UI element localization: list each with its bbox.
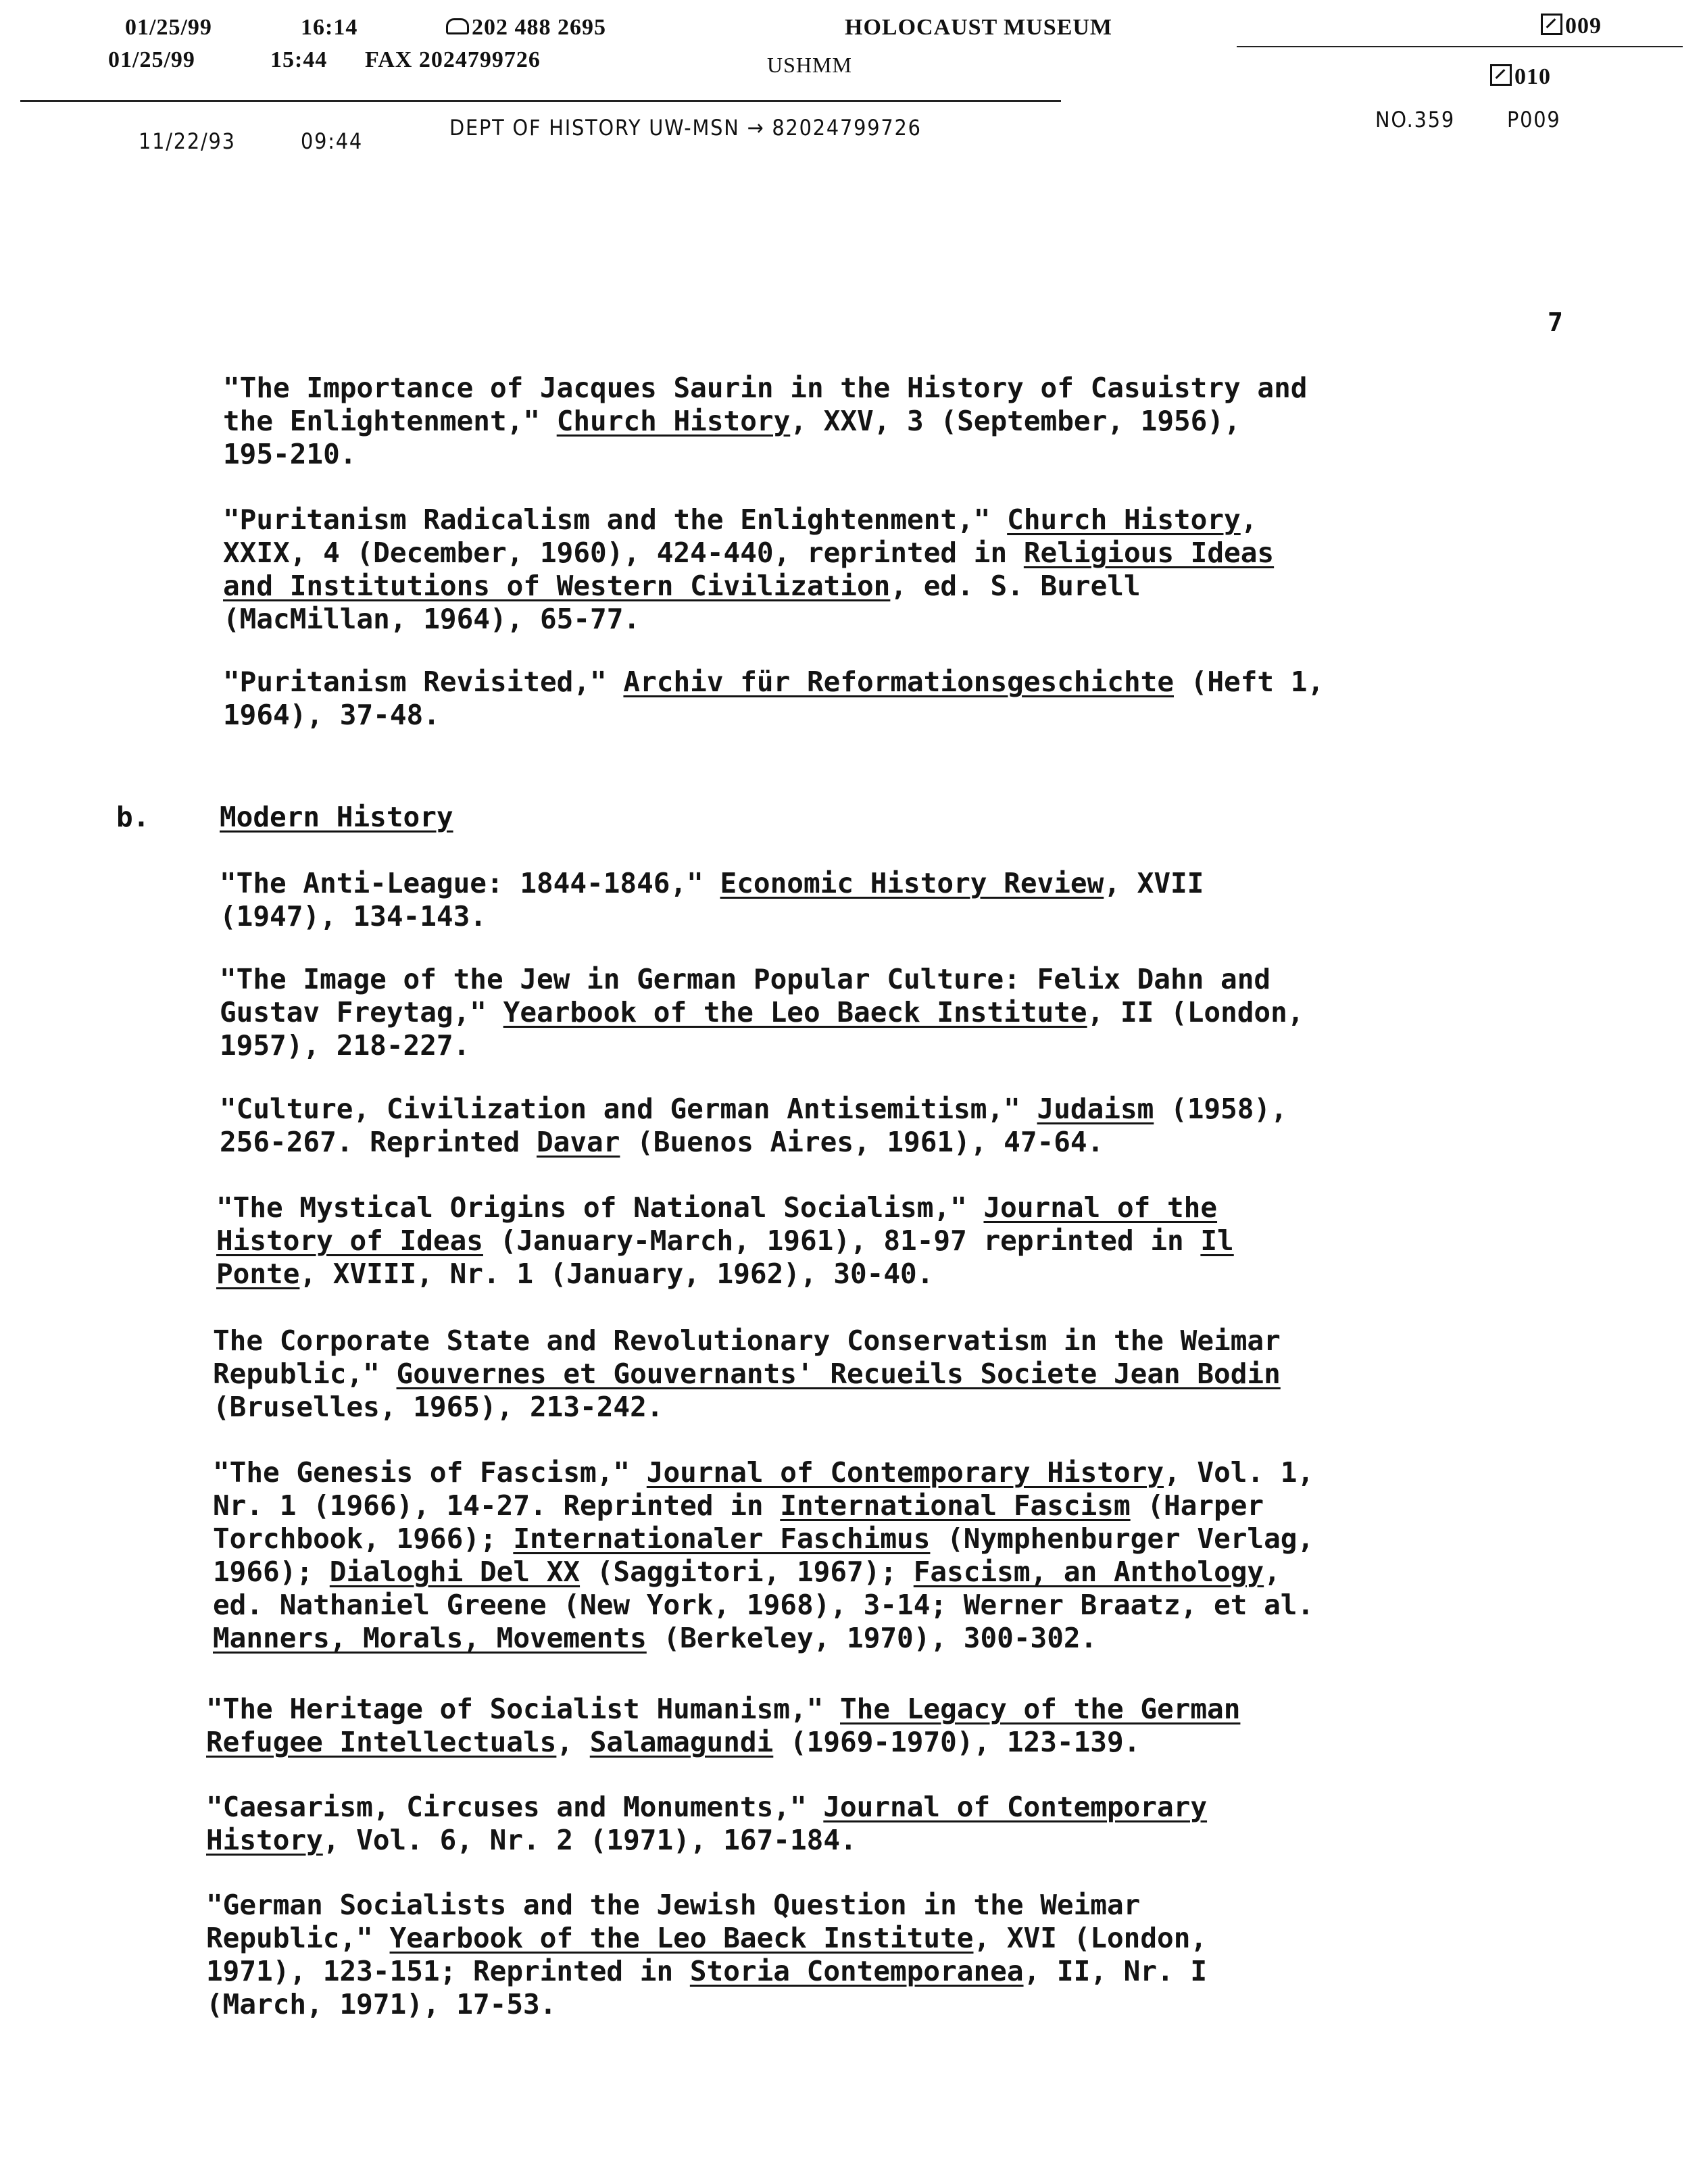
- entry-line: [213, 1456, 1673, 1489]
- publication-title: International Fascism: [780, 1489, 1131, 1522]
- publication-title: Archiv für Reformationsgeschichte: [623, 666, 1174, 698]
- entry-text: , Vol. 1,: [1164, 1456, 1314, 1489]
- publication-title: Salamagundi: [589, 1726, 774, 1758]
- entry-text: (Bruselles, 1965), 213-242.: [213, 1391, 664, 1423]
- publication-title: Storia Contemporanea: [689, 1955, 1024, 1987]
- entry-line: [213, 1589, 1673, 1622]
- entry-text: (MacMillan, 1964), 65-77.: [223, 603, 641, 635]
- publication-title: Journal of Contemporary: [823, 1791, 1208, 1823]
- fax-org-1: HOLOCAUST MUSEUM: [845, 15, 1113, 40]
- bibliography-entry: [220, 963, 1679, 1062]
- publication-title: History of Ideas: [216, 1224, 483, 1257]
- entry-line: [223, 666, 1683, 699]
- entry-line: [223, 570, 1683, 603]
- section-title: Modern History: [220, 801, 453, 833]
- entry-line: [223, 537, 1683, 570]
- fax-page-1: [1541, 14, 1602, 39]
- publication-title: Yearbook of the Leo Baeck Institute: [503, 996, 1087, 1028]
- entry-text: , XVII: [1104, 867, 1204, 899]
- entry-text: (Saggitori, 1967);: [580, 1556, 914, 1588]
- entry-line: [223, 503, 1683, 537]
- entry-text: Nr. 1 (1966), 14-27. Reprinted in: [213, 1489, 781, 1522]
- fax-org-2: USHMM: [767, 53, 852, 77]
- header-rule-left: [20, 100, 1061, 102]
- entry-line: [220, 996, 1679, 1029]
- entry-line: [220, 900, 1679, 933]
- entry-line: [213, 1556, 1673, 1589]
- publication-title: Fascism, an Anthology: [913, 1556, 1264, 1588]
- bibliography-entry: [223, 666, 1683, 732]
- publication-title: Journal of the: [983, 1191, 1218, 1224]
- entry-line: [216, 1224, 1676, 1258]
- entry-text: (Buenos Aires, 1961), 47-64.: [620, 1126, 1104, 1158]
- telephone-icon: [446, 18, 469, 34]
- entry-text: "The Genesis of Fascism,": [213, 1456, 647, 1489]
- entry-line: [206, 1889, 1666, 1922]
- bibliography-entry: [206, 1791, 1666, 1857]
- bibliography-entry: [206, 1693, 1666, 1759]
- publication-title: The Legacy of the German: [840, 1693, 1241, 1725]
- entry-text: "Puritanism Revisited,": [223, 666, 624, 698]
- checkbox-icon: [1490, 64, 1512, 86]
- entry-text: 1966);: [213, 1556, 330, 1588]
- publication-title: Dialoghi Del XX: [329, 1556, 581, 1588]
- bibliography-entry: [223, 503, 1683, 636]
- entry-text: 1957), 218-227.: [220, 1029, 470, 1062]
- fax-date-2: 01/25/99: [108, 47, 195, 72]
- fax-phone-1: [446, 15, 606, 41]
- entry-text: "The Mystical Origins of National Socialism,": [216, 1191, 984, 1224]
- page-number: 7: [1548, 307, 1563, 337]
- entry-line: [220, 963, 1679, 996]
- entry-text: , XVIII, Nr. 1 (January, 1962), 30-40.: [299, 1258, 934, 1290]
- publication-title: Judaism: [1037, 1093, 1154, 1125]
- entry-text: (1958),: [1154, 1093, 1287, 1125]
- entry-line: [206, 1922, 1666, 1955]
- entry-text: (1947), 134-143.: [220, 900, 487, 933]
- entry-line: [213, 1391, 1673, 1424]
- section-letter: b.: [116, 801, 150, 833]
- entry-line: [220, 1029, 1679, 1062]
- entry-text: (Nymphenburger Verlag,: [930, 1522, 1314, 1555]
- publication-title: Manners, Morals, Movements: [213, 1622, 647, 1654]
- entry-text: (1969-1970), 123-139.: [773, 1726, 1141, 1758]
- bibliography-entry: [216, 1191, 1676, 1291]
- entry-line: [213, 1522, 1673, 1556]
- publication-title: Yearbook of the Leo Baeck Institute: [389, 1922, 974, 1954]
- header-rule-right: [1237, 46, 1683, 47]
- entry-text: Republic,": [213, 1358, 397, 1390]
- entry-text: ,: [556, 1726, 590, 1758]
- entry-text: , ed. S. Burell: [890, 570, 1141, 602]
- fax-time-1: 16:14: [301, 15, 358, 40]
- entry-line: [206, 1955, 1666, 1988]
- entry-text: ,: [1264, 1556, 1281, 1588]
- bibliography-entry: [223, 372, 1683, 471]
- entry-line: [213, 1622, 1673, 1655]
- publication-title: Gouvernes et Gouvernants' Recueils Societe Jean Bodin: [396, 1358, 1281, 1390]
- entry-line: [220, 1126, 1679, 1159]
- entry-text: "The Anti-League: 1844-1846,": [220, 867, 720, 899]
- fax-page-3: P009: [1507, 107, 1561, 132]
- entry-line: [223, 372, 1683, 405]
- publication-title: Journal of Contemporary History: [646, 1456, 1164, 1489]
- fax-time-3: 09:44: [301, 128, 363, 154]
- entry-line: [213, 1489, 1673, 1522]
- publication-title: Church History: [556, 405, 791, 437]
- entry-text: 195-210.: [223, 438, 357, 470]
- entry-text: (January-March, 1961), 81-97 reprinted in: [483, 1224, 1201, 1257]
- entry-text: "The Image of the Jew in German Popular Culture: Felix Dahn and: [220, 963, 1271, 995]
- entry-text: "Puritanism Radicalism and the Enlightenment,": [223, 503, 1008, 536]
- entry-text: , Vol. 6, Nr. 2 (1971), 167-184.: [322, 1824, 857, 1856]
- entry-line: [220, 867, 1679, 900]
- publication-title: Church History: [1007, 503, 1241, 536]
- entry-text: XXIX, 4 (December, 1960), 424-440, reprinted in: [223, 537, 1024, 569]
- entry-text: , XXV, 3 (September, 1956),: [790, 405, 1241, 437]
- entry-text: Gustav Freytag,": [220, 996, 503, 1028]
- entry-line: [223, 405, 1683, 438]
- entry-line: [206, 1791, 1666, 1824]
- fax-dept-3: DEPT OF HISTORY UW-MSN → 82024799726: [449, 115, 922, 141]
- entry-text: 1971), 123-151; Reprinted in: [206, 1955, 690, 1987]
- publication-title: Economic History Review: [720, 867, 1104, 899]
- publication-title: Religious Ideas: [1023, 537, 1275, 569]
- entry-text: "The Heritage of Socialist Humanism,": [206, 1693, 840, 1725]
- publication-title: Refugee Intellectuals: [206, 1726, 557, 1758]
- entry-text: The Corporate State and Revolutionary Conservatism in the Weimar: [213, 1324, 1281, 1357]
- entry-text: "German Socialists and the Jewish Question in the Weimar: [206, 1889, 1141, 1921]
- entry-line: [213, 1324, 1673, 1358]
- fax-phone-number: 202 488 2695: [472, 15, 606, 40]
- entry-text: ed. Nathaniel Greene (New York, 1968), 3-14; Werner Braatz, et al.: [213, 1589, 1314, 1621]
- bibliography-entry: [213, 1456, 1673, 1655]
- publication-title: History: [206, 1824, 323, 1856]
- fax-label-2: FAX 2024799726: [365, 47, 541, 72]
- entry-text: "Culture, Civilization and German Antisemitism,": [220, 1093, 1037, 1125]
- entry-line: [223, 603, 1683, 636]
- entry-line: [216, 1258, 1676, 1291]
- entry-text: "The Importance of Jacques Saurin in the History of Casuistry and: [223, 372, 1308, 404]
- checkbox-icon: [1541, 14, 1562, 35]
- publication-title: Internationaler Faschimus: [513, 1522, 931, 1555]
- entry-line: [206, 1726, 1666, 1759]
- publication-title: and Institutions of Western Civilization: [223, 570, 891, 602]
- entry-line: [223, 699, 1683, 732]
- entry-text: "Caesarism, Circuses and Monuments,": [206, 1791, 824, 1823]
- entry-text: (Harper: [1130, 1489, 1264, 1522]
- fax-time-2: 15:44: [270, 47, 328, 72]
- publication-title: Ponte: [216, 1258, 300, 1290]
- entry-text: Republic,": [206, 1922, 390, 1954]
- entry-line: [223, 438, 1683, 471]
- entry-text: , XVI (London,: [973, 1922, 1208, 1954]
- fax-no-3: NO.359: [1375, 107, 1455, 132]
- fax-date-1: 01/25/99: [125, 15, 212, 40]
- entry-text: (Heft 1,: [1174, 666, 1325, 698]
- fax-page-2-number: 010: [1514, 64, 1551, 89]
- entry-text: Torchbook, 1966);: [213, 1522, 514, 1555]
- entry-line: [206, 1693, 1666, 1726]
- fax-date-3: 11/22/93: [139, 128, 236, 154]
- entry-line: [206, 1824, 1666, 1857]
- entry-text: (March, 1971), 17-53.: [206, 1988, 557, 2020]
- entry-text: , II, Nr. I: [1023, 1955, 1208, 1987]
- bibliography-entry: [220, 1093, 1679, 1159]
- entry-text: (Berkeley, 1970), 300-302.: [646, 1622, 1097, 1654]
- entry-line: [216, 1191, 1676, 1224]
- bibliography-entry: [220, 867, 1679, 933]
- entry-line: [220, 1093, 1679, 1126]
- entry-line: [213, 1358, 1673, 1391]
- entry-text: the Enlightenment,": [223, 405, 557, 437]
- entry-text: , II (London,: [1087, 996, 1304, 1028]
- entry-text: 256-267. Reprinted: [220, 1126, 537, 1158]
- publication-title: Il: [1200, 1224, 1234, 1257]
- entry-text: 1964), 37-48.: [223, 699, 440, 731]
- fax-page-2: [1490, 64, 1551, 90]
- entry-text: ,: [1240, 503, 1258, 536]
- bibliography-entry: [213, 1324, 1673, 1424]
- entry-line: [206, 1988, 1666, 2021]
- bibliography-entry: [206, 1889, 1666, 2021]
- publication-title: Davar: [537, 1126, 620, 1158]
- fax-page-1-number: 009: [1565, 14, 1602, 39]
